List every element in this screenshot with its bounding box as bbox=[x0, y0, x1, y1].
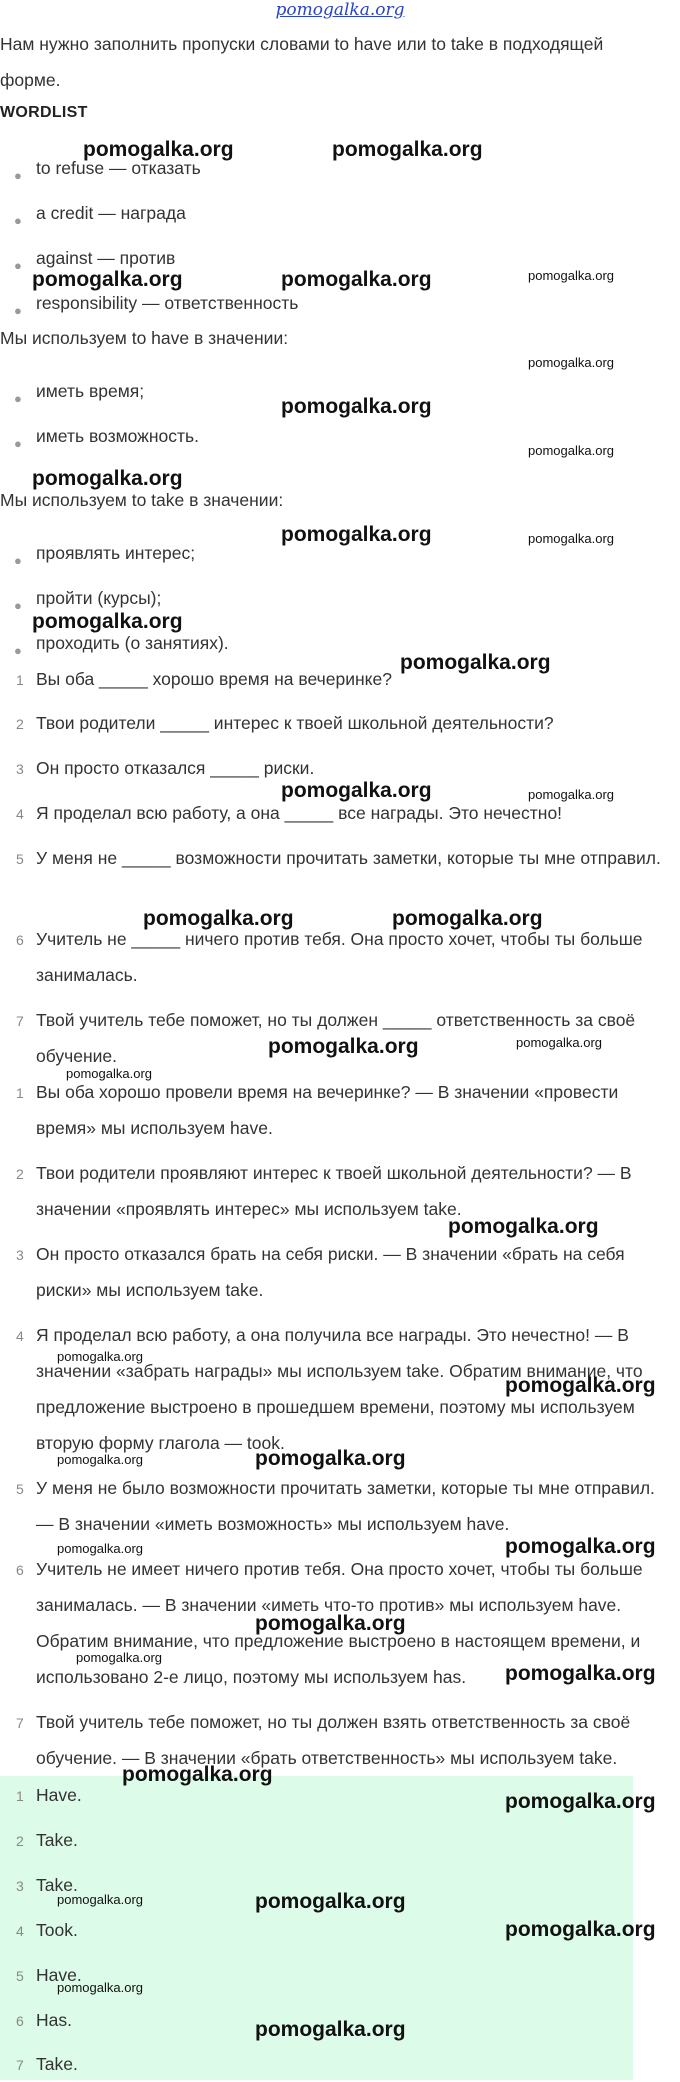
item-number: 1 bbox=[16, 1788, 24, 1804]
watermark: pomogalka.org bbox=[255, 2018, 406, 2041]
item-number: 1 bbox=[16, 1085, 24, 1101]
item-number: 6 bbox=[16, 932, 24, 948]
watermark: pomogalka.org bbox=[32, 610, 183, 633]
item-number: 2 bbox=[16, 716, 24, 732]
watermark: pomogalka.org bbox=[57, 1541, 143, 1556]
answer-item: Took. bbox=[36, 1920, 78, 1940]
watermark: pomogalka.org bbox=[516, 1035, 602, 1050]
watermark: pomogalka.org bbox=[255, 1447, 406, 1470]
watermark: pomogalka.org bbox=[57, 1349, 143, 1364]
exercise-item: Вы оба _____ хорошо время на вечеринке? bbox=[36, 669, 392, 689]
watermark: pomogalka.org bbox=[255, 1890, 406, 1913]
site-logo[interactable]: pomogalka.org bbox=[275, 0, 405, 20]
explanation-item: Я проделал всю работу, а она получила все награды. Это нечестно! — В значении «забрать награды» мы используем take. Обратим внимание, что предложение выстроено в прошедшем времени, поэтому мы используем вторую форму глагола — took. bbox=[36, 1325, 643, 1453]
answer-item: Take. bbox=[36, 2054, 78, 2074]
explanation-item: У меня не было возможности прочитать заметки, которые ты мне отправил. — В значении «иметь возможность» мы используем have. bbox=[36, 1478, 655, 1534]
answer-item: Take. bbox=[36, 1830, 78, 1850]
watermark: pomogalka.org bbox=[281, 268, 432, 291]
wordlist-heading: WORDLIST bbox=[0, 104, 88, 121]
watermark: pomogalka.org bbox=[505, 1918, 656, 1941]
exercise-item: Твой учитель тебе поможет, но ты должен _____ ответственность за своё обучение. bbox=[36, 1010, 636, 1066]
list-item: a credit — награда bbox=[36, 203, 186, 223]
watermark: pomogalka.org bbox=[528, 531, 614, 546]
watermark: pomogalka.org bbox=[268, 1035, 419, 1058]
bullet-icon: ● bbox=[14, 643, 22, 658]
exercise-item: Он просто отказался _____ риски. bbox=[36, 758, 315, 778]
watermark: pomogalka.org bbox=[66, 1066, 152, 1081]
item-number: 3 bbox=[16, 1247, 24, 1263]
bullet-icon: ● bbox=[14, 213, 22, 228]
item-number: 4 bbox=[16, 1923, 24, 1939]
bullet-icon: ● bbox=[14, 258, 22, 273]
answer-item: Have. bbox=[36, 1785, 82, 1805]
watermark: pomogalka.org bbox=[57, 1452, 143, 1467]
list-item: responsibility — ответственность bbox=[36, 293, 299, 313]
watermark: pomogalka.org bbox=[76, 1650, 162, 1665]
list-item: пройти (курсы); bbox=[36, 588, 162, 608]
watermark: pomogalka.org bbox=[528, 268, 614, 283]
list-item: against — против bbox=[36, 248, 176, 268]
bullet-icon: ● bbox=[14, 168, 22, 183]
watermark: pomogalka.org bbox=[505, 1535, 656, 1558]
item-number: 3 bbox=[16, 1878, 24, 1894]
bullet-icon: ● bbox=[14, 303, 22, 318]
exercise-item: Я проделал всю работу, а она _____ все награды. Это нечестно! bbox=[36, 803, 563, 823]
watermark: pomogalka.org bbox=[528, 787, 614, 802]
watermark: pomogalka.org bbox=[122, 1763, 273, 1786]
answer-item: Has. bbox=[36, 2010, 72, 2030]
watermark: pomogalka.org bbox=[281, 395, 432, 418]
answer-item: Take. bbox=[36, 1875, 78, 1895]
item-number: 5 bbox=[16, 1481, 24, 1497]
list-item: to refuse — отказать bbox=[36, 158, 201, 178]
bullet-icon: ● bbox=[14, 598, 22, 613]
item-number: 1 bbox=[16, 672, 24, 688]
list-item: иметь время; bbox=[36, 381, 145, 401]
watermark: pomogalka.org bbox=[255, 1612, 406, 1635]
watermark: pomogalka.org bbox=[505, 1662, 656, 1685]
watermark: pomogalka.org bbox=[57, 1980, 143, 1995]
list-item: проходить (о занятиях). bbox=[36, 633, 229, 653]
item-number: 2 bbox=[16, 1833, 24, 1849]
list-item: проявлять интерес; bbox=[36, 543, 196, 563]
watermark: pomogalka.org bbox=[448, 1215, 599, 1238]
watermark: pomogalka.org bbox=[57, 1892, 143, 1907]
watermark: pomogalka.org bbox=[505, 1374, 656, 1397]
watermark: pomogalka.org bbox=[528, 443, 614, 458]
watermark: pomogalka.org bbox=[400, 651, 551, 674]
watermark: pomogalka.org bbox=[83, 138, 234, 161]
item-number: 4 bbox=[16, 1328, 24, 1344]
item-number: 7 bbox=[16, 1715, 24, 1731]
bullet-icon: ● bbox=[14, 553, 22, 568]
watermark: pomogalka.org bbox=[281, 779, 432, 802]
watermark: pomogalka.org bbox=[392, 907, 543, 930]
bullet-icon: ● bbox=[14, 391, 22, 406]
explanation-item: Твой учитель тебе поможет, но ты должен взять ответственность за своё обучение. — В значении «брать ответственность» мы используем take. bbox=[36, 1712, 631, 1768]
watermark: pomogalka.org bbox=[505, 1790, 656, 1813]
take-usage-lead: Мы используем to take в значении: bbox=[0, 490, 284, 510]
have-usage-lead: Мы используем to have в значении: bbox=[0, 328, 289, 348]
watermark: pomogalka.org bbox=[281, 523, 432, 546]
list-item: иметь возможность. bbox=[36, 426, 200, 446]
item-number: 6 bbox=[16, 2013, 24, 2029]
watermark: pomogalka.org bbox=[528, 355, 614, 370]
explanation-item: Вы оба хорошо провели время на вечеринке? — В значении «провести время» мы используем have. bbox=[36, 1082, 619, 1138]
explanation-item: Твои родители проявляют интерес к твоей школьной деятельности? — В значении «проявлять интерес» мы используем take. bbox=[36, 1163, 632, 1219]
item-number: 7 bbox=[16, 2057, 24, 2073]
item-number: 3 bbox=[16, 761, 24, 777]
intro-text: Нам нужно заполнить пропуски словами to have или to take в подходящей форме. bbox=[0, 34, 604, 90]
explanation-item: Учитель не имеет ничего против тебя. Она просто хочет, чтобы ты больше занималась. — В значении «иметь что-то против» мы используем have. Обратим внимание, что предложение выстроено в настоящем времени, и использовано 2-е лицо, поэтому мы используем has. bbox=[36, 1559, 643, 1687]
item-number: 5 bbox=[16, 1968, 24, 1984]
bullet-icon: ● bbox=[14, 436, 22, 451]
explanation-item: Он просто отказался брать на себя риски. — В значении «брать на себя риски» мы используем take. bbox=[36, 1244, 625, 1300]
item-number: 2 bbox=[16, 1166, 24, 1182]
answer-item: Have. bbox=[36, 1965, 82, 1985]
watermark: pomogalka.org bbox=[332, 138, 483, 161]
exercise-item: Твои родители _____ интерес к твоей школьной деятельности? bbox=[36, 713, 554, 733]
watermark: pomogalka.org bbox=[32, 268, 183, 291]
item-number: 5 bbox=[16, 851, 24, 867]
watermark: pomogalka.org bbox=[32, 467, 183, 490]
exercise-item: У меня не _____ возможности прочитать заметки, которые ты мне отправил. bbox=[36, 848, 661, 868]
item-number: 7 bbox=[16, 1013, 24, 1029]
item-number: 4 bbox=[16, 806, 24, 822]
watermark: pomogalka.org bbox=[143, 907, 294, 930]
item-number: 6 bbox=[16, 1562, 24, 1578]
exercise-item: Учитель не _____ ничего против тебя. Она просто хочет, чтобы ты больше занималась. bbox=[36, 929, 643, 985]
